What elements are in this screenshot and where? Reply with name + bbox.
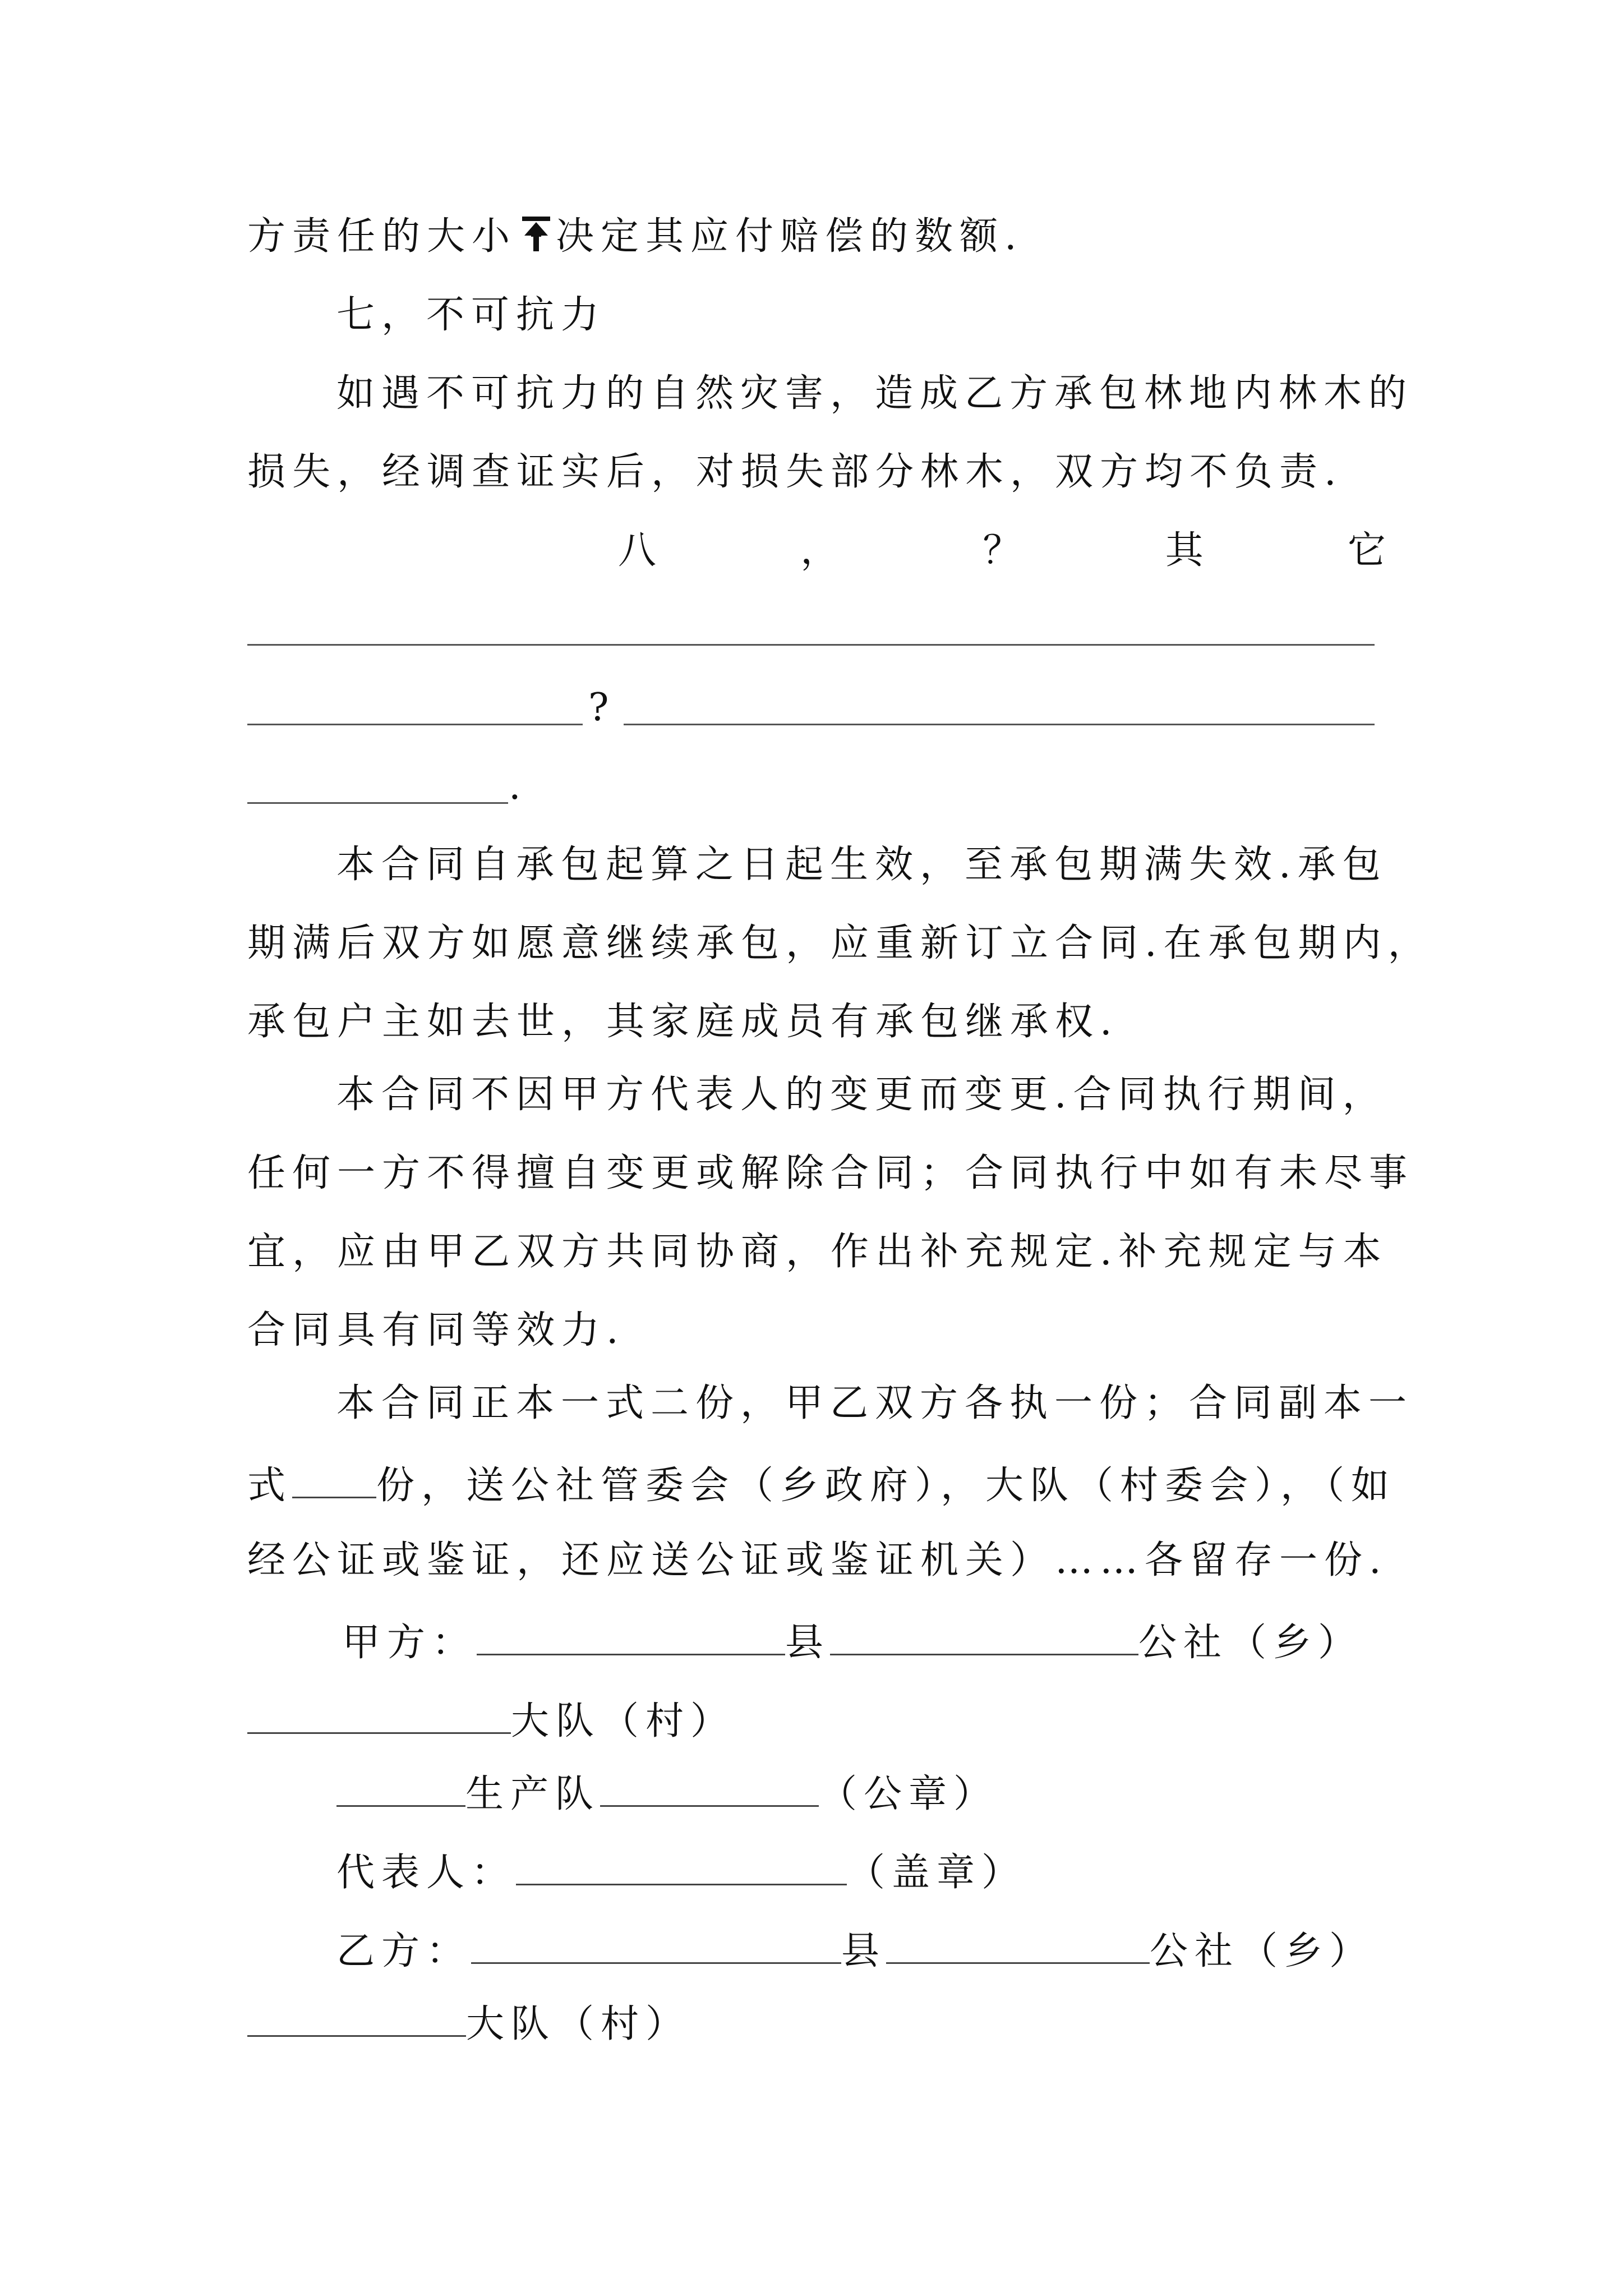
section-eight-mark: ? — [588, 685, 616, 730]
section-eight-heading — [618, 528, 1386, 573]
party-a-brigade-line — [247, 1695, 1386, 1744]
brigade-label: 大队（村） — [511, 1699, 736, 1743]
party-b-brigade-line — [247, 1998, 1386, 2047]
effective-line: 承包户主如去世，其家庭成员有承包继承权. — [247, 1000, 1119, 1044]
brigade-blank — [247, 1695, 511, 1734]
brigade-label: 大队（村） — [466, 2002, 691, 2046]
representative-blank — [516, 1847, 847, 1885]
section-eight-char: ， — [800, 528, 839, 573]
commune-label: 公社（乡） — [1138, 1621, 1363, 1665]
commune-blank — [830, 1617, 1138, 1655]
copies-text: 份，送公社管委会（乡政府），大队（村委会），（如 — [376, 1464, 1396, 1508]
effective-line: 期满后双方如愿意继续承包，应重新订立合同.在承包期内， — [247, 921, 1433, 965]
change-line: 任何一方不得擅自变更或解除合同；合同执行中如有未尽事 — [247, 1151, 1414, 1195]
party-a-team-line — [336, 1768, 1475, 1817]
blank-line — [247, 802, 508, 804]
change-line: 本合同不因甲方代表人的变更而变更.合同执行期间， — [336, 1073, 1387, 1117]
copies-line: 经公证或鉴证，还应送公证或鉴证机关）……各留存一份. — [247, 1538, 1388, 1582]
change-line: 宜，应由甲乙双方共同协商，作出补充规定.补充规定与本 — [247, 1230, 1388, 1274]
section-eight-char: 它 — [1347, 528, 1386, 573]
copies-count-blank — [292, 1460, 376, 1498]
stamp-label: （盖章） — [847, 1851, 1027, 1895]
team-number-blank — [336, 1768, 465, 1807]
representative-line — [336, 1847, 1475, 1895]
brigade-blank — [247, 1998, 466, 2037]
section-seven-line: 损失，经调查证实后，对损失部分林木，双方均不负责. — [247, 450, 1343, 494]
blank-line — [624, 724, 1375, 725]
copies-line: 本合同正本一式二份，甲乙双方各执一份；合同副本一 — [336, 1381, 1414, 1425]
copies-text: 式 — [247, 1464, 293, 1508]
effective-line: 本合同自承包起算之日起生效，至承包期满失效.承包 — [336, 843, 1387, 887]
section-eight-char: 八 — [618, 528, 657, 573]
team-name-blank — [600, 1768, 819, 1807]
team-label: 生产队 — [465, 1772, 601, 1816]
county-label: 县 — [841, 1929, 887, 1973]
copies-line — [247, 1460, 1396, 1508]
county-blank — [471, 1925, 841, 1964]
section-seven-line: 如遇不可抗力的自然灾害，造成乙方承包林地内林木的 — [336, 371, 1414, 416]
section-eight-end: . — [509, 764, 528, 808]
party-a-label: 甲方： — [342, 1621, 477, 1665]
representative-label: 代表人： — [336, 1851, 517, 1895]
liability-text-before: 方责任的大小 — [247, 214, 517, 259]
official-seal-label: （公章） — [819, 1772, 999, 1816]
change-line: 合同具有同等效力. — [247, 1308, 625, 1352]
section-eight-char: 其 — [1165, 528, 1204, 573]
liability-text-after: 决定其应付赔偿的数额. — [556, 214, 1023, 259]
blank-line — [247, 644, 1375, 646]
party-b-line — [336, 1925, 1475, 1974]
commune-label: 公社（乡） — [1150, 1929, 1375, 1973]
up-arrow-bar-icon — [520, 214, 552, 254]
county-label: 县 — [785, 1621, 831, 1665]
liability-line — [247, 214, 1386, 259]
county-blank — [477, 1617, 785, 1655]
section-seven-heading: 七，不可抗力 — [336, 293, 606, 337]
party-a-line — [342, 1617, 1481, 1665]
party-b-label: 乙方： — [336, 1929, 472, 1973]
section-eight-char: ？ — [983, 528, 1021, 573]
blank-line — [247, 724, 583, 725]
commune-blank — [886, 1925, 1150, 1964]
